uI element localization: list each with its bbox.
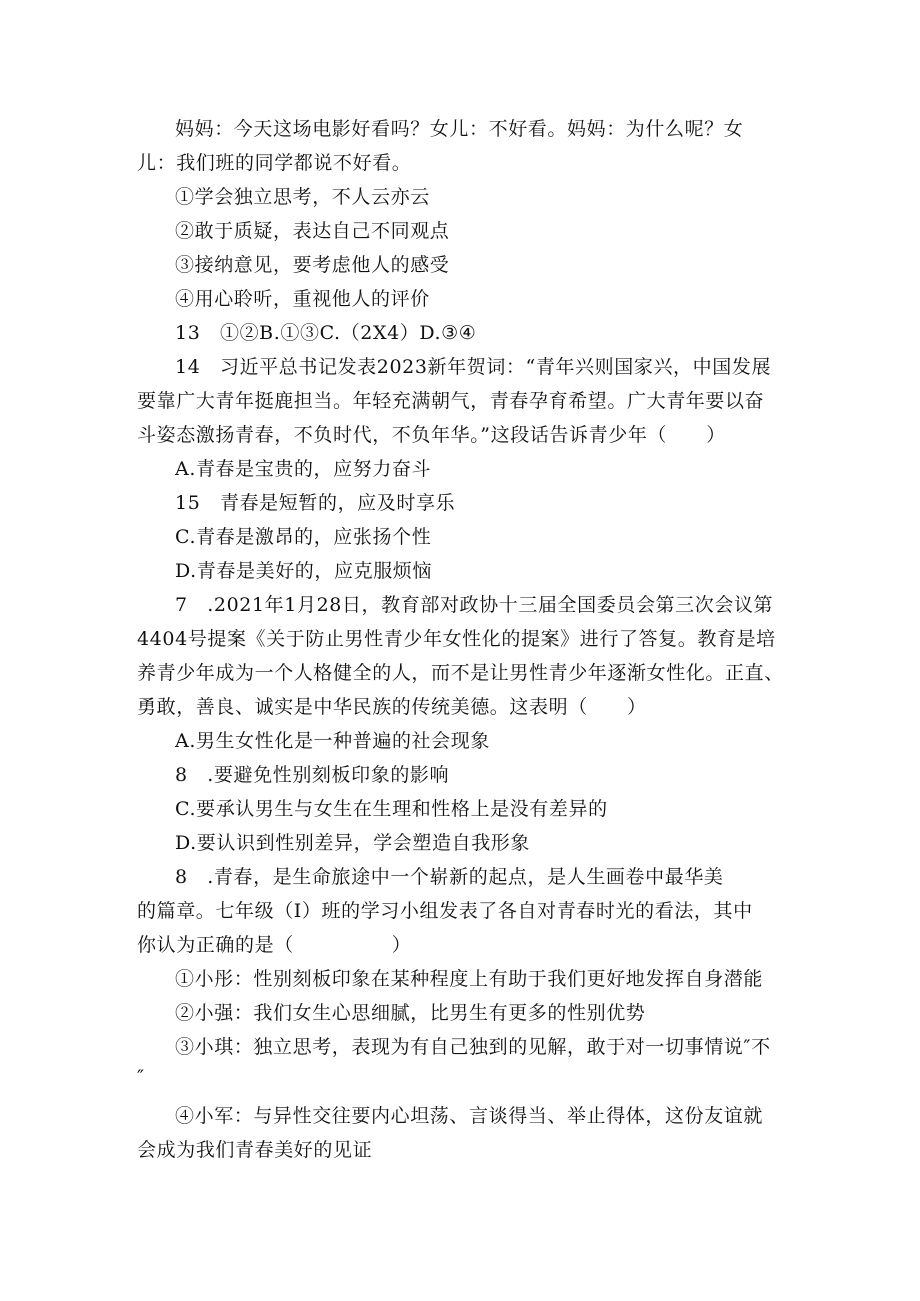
question-14-option-c: C.青春是激昂的，应张扬个性 [175, 526, 432, 548]
question-14-option-a: A.青春是宝贵的，应努力奋斗 [175, 458, 432, 480]
question-7-stem-line-2: 4404号提案《关于防止男性青少年女性化的提案》进行了答复。教育是培 [137, 628, 776, 650]
question-dialogue-line-1: 妈妈：今天这场电影好看吗？女儿：不好看。妈妈：为什么呢？女 [175, 118, 744, 140]
question-7-stem-line-4: 勇敢，善良、诚实是中华民族的传统美德。这表明（ ） [137, 696, 647, 718]
question-13-choices: 13 ①②B.①③C.（2X4）D.③④ [175, 322, 477, 344]
question-8-option-3-line-1: ③小琪：独立思考，表现为有自己独到的见解，敢于对一切事情说″不 [175, 1036, 771, 1058]
question-8-option-3-line-2: ″ [137, 1066, 145, 1088]
question-7-stem-line-1: 7 .2021年1月28日，教育部对政协十三届全国委员会第三次会议第 [175, 594, 774, 616]
question-8-option-1: ①小彤：性别刻板印象在某种程度上有助于我们更好地发挥自身潜能 [175, 968, 764, 990]
question-8-option-4-line-2: 会成为我们青春美好的见证 [137, 1139, 373, 1161]
question-14-stem-line-3: 斗姿态激扬青春，不负时代，不负年华。”这段话告诉青少年（ ） [137, 424, 726, 446]
question-dialogue-line-2: 儿：我们班的同学都说不好看。 [137, 152, 412, 174]
question-14-option-d: D.青春是美好的，应克服烦恼 [175, 560, 432, 582]
question-8-stem-line-2: 的篇章。七年级（I）班的学习小组发表了各自对青春时光的看法，其中 [137, 900, 753, 922]
question-7-option-c: C.要承认男生与女生在生理和性格上是没有差异的 [175, 798, 608, 820]
question-8-stem-line-3: 你认为正确的是（ ） [137, 934, 412, 956]
question-8-stem-line-1: 8 .青春，是生命旅途中一个崭新的起点，是人生画卷中最华美 [175, 866, 724, 888]
question-7-option-b: 8 .要避免性别刻板印象的影响 [175, 764, 450, 786]
question-7-stem-line-3: 养青少年成为一个人格健全的人，而不是让男性青少年逐渐女性化。正直、 [137, 662, 784, 684]
question-14-stem-line-2: 要靠广大青年挺鹿担当。年轻充满朝气，青春孕育希望。广大青年要以奋 [137, 390, 765, 412]
question-7-option-a: A.男生女性化是一种普遍的社会现象 [175, 730, 490, 752]
question-8-option-2: ②小强：我们女生心思细腻，比男生有更多的性别优势 [175, 1002, 646, 1024]
question-option-2: ②敢于质疑，表达自己不同观点 [175, 220, 450, 242]
question-option-1: ①学会独立思考，不人云亦云 [175, 186, 430, 208]
question-14-option-b: 15 青春是短暂的，应及时享乐 [175, 492, 456, 514]
question-8-option-4-line-1: ④小军：与异性交往要内心坦荡、言谈得当、举止得体，这份友谊就 [175, 1105, 764, 1127]
question-option-4: ④用心聆听，重视他人的评价 [175, 288, 430, 310]
question-7-option-d: D.要认识到性别差异，学会塑造自我形象 [175, 832, 530, 854]
question-option-3: ③接纳意见，要考虑他人的感受 [175, 254, 450, 276]
question-14-stem-line-1: 14 习近平总书记发表2023新年贺词：“青年兴则国家兴，中国发展 [175, 356, 772, 378]
